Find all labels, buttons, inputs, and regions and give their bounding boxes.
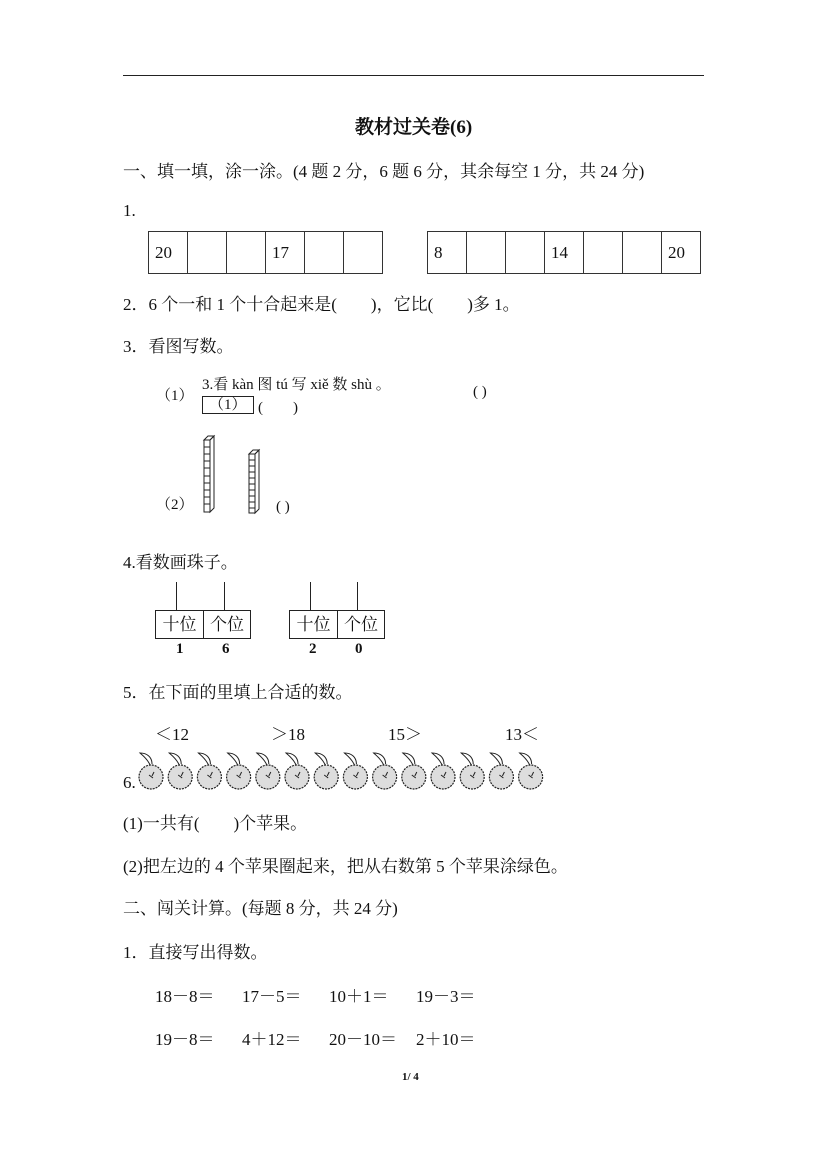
top-rule [123, 75, 704, 76]
q5-item[interactable]: 13＜ [505, 725, 539, 744]
q3-part1-box: （1） [202, 396, 254, 414]
q3-part1-answer[interactable]: ( ) [473, 384, 487, 400]
apple-icon[interactable] [402, 753, 426, 789]
seq-b-cell[interactable]: 8 [428, 232, 467, 274]
apple-icon[interactable] [431, 753, 455, 789]
q2-text: 2．6 个一和 1 个十合起来是( )，它比( )多 1。 [123, 295, 520, 314]
abacus1-ones-rod [224, 582, 225, 610]
seq-a-cell[interactable] [188, 232, 227, 274]
calc-item[interactable]: 2＋10＝ [416, 1030, 476, 1049]
abacus2-ones-value: 0 [355, 641, 363, 657]
apple-icon[interactable] [519, 753, 543, 789]
apple-icon[interactable] [227, 753, 251, 789]
sequence-table-b [427, 231, 701, 274]
apple-icon[interactable] [314, 753, 338, 789]
calc-item[interactable]: 20－10＝ [329, 1030, 397, 1049]
calc-item[interactable]: 17－5＝ [242, 987, 302, 1006]
abacus2-tens-rod [310, 582, 311, 610]
seq-a-cell[interactable] [344, 232, 383, 274]
seq-b-cell[interactable]: 14 [545, 232, 584, 274]
q5-item[interactable]: 15＞ [388, 725, 422, 744]
apple-icon[interactable] [489, 753, 513, 789]
abacus2-place-box [289, 610, 385, 639]
q3-heading: 3．看图写数。 [123, 337, 234, 356]
q3-part2-label: （2） [156, 497, 194, 513]
abacus2-tens-label: 十位 [296, 615, 331, 634]
q3-part1-text: 3.看 kàn 图 tú 写 xiě 数 shù 。 [202, 377, 391, 393]
calc-item[interactable]: 19－3＝ [416, 987, 476, 1006]
calc-item[interactable]: 19－8＝ [155, 1030, 215, 1049]
abacus1-tens-label: 十位 [162, 615, 197, 634]
seq-a-cell[interactable] [305, 232, 344, 274]
calc-heading: 1．直接写出得数。 [123, 943, 268, 962]
calc-item[interactable]: 10＋1＝ [329, 987, 389, 1006]
q6-label: 6. [123, 773, 136, 792]
apple-icon[interactable] [285, 753, 309, 789]
apple-icon[interactable] [256, 753, 280, 789]
seq-a-cell[interactable]: 17 [266, 232, 305, 274]
q5-item[interactable]: ＜12 [155, 725, 189, 744]
seq-b-cell[interactable] [467, 232, 506, 274]
abacus1-tens-rod [176, 582, 177, 610]
calc-item[interactable]: 18－8＝ [155, 987, 215, 1006]
apple-icon[interactable] [168, 753, 192, 789]
q6-sub2: (2)把左边的 4 个苹果圈起来，把从右数第 5 个苹果涂绿色。 [123, 857, 568, 876]
seq-b-cell[interactable] [623, 232, 662, 274]
q3-part1-paren[interactable]: ( ) [258, 400, 298, 416]
page-title: 教材过关卷(6) [355, 117, 473, 138]
seq-a-cell[interactable]: 20 [149, 232, 188, 274]
abacus1-place-box [155, 610, 251, 639]
seq-b-cell[interactable]: 20 [662, 232, 701, 274]
apples-row [136, 750, 586, 792]
abacus2-ones-label: 个位 [337, 611, 384, 638]
section2-heading: 二、闯关计算。(每题 8 分，共 24 分) [123, 899, 398, 918]
abacus2-tens-value: 2 [309, 641, 317, 657]
apple-icon[interactable] [460, 753, 484, 789]
q5-item[interactable]: ＞18 [271, 725, 305, 744]
q1-label: 1. [123, 201, 136, 220]
sequence-table-a [148, 231, 383, 274]
seq-a-cell[interactable] [227, 232, 266, 274]
seq-b-cell[interactable] [584, 232, 623, 274]
tens-rods-image [198, 432, 278, 518]
q3-part2-answer[interactable]: ( ) [276, 499, 290, 515]
apple-icon[interactable] [343, 753, 367, 789]
apple-icon[interactable] [373, 753, 397, 789]
page-number: 1/ 4 [402, 1071, 419, 1083]
q5-heading: 5．在下面的里填上合适的数。 [123, 683, 353, 702]
section1-heading: 一、填一填，涂一涂。(4 题 2 分，6 题 6 分，其余每空 1 分，共 24 分) [123, 162, 645, 181]
seq-b-cell[interactable] [506, 232, 545, 274]
abacus1-ones-label: 个位 [203, 611, 250, 638]
abacus1-ones-value: 6 [222, 641, 230, 657]
abacus1-tens-value: 1 [176, 641, 184, 657]
q4-heading: 4.看数画珠子。 [123, 553, 238, 572]
q3-part1-label: （1） [156, 388, 194, 404]
q6-sub1: (1)一共有( )个苹果。 [123, 814, 308, 833]
abacus2-ones-rod [357, 582, 358, 610]
apple-icon[interactable] [139, 753, 163, 789]
apple-icon[interactable] [197, 753, 221, 789]
calc-item[interactable]: 4＋12＝ [242, 1030, 302, 1049]
